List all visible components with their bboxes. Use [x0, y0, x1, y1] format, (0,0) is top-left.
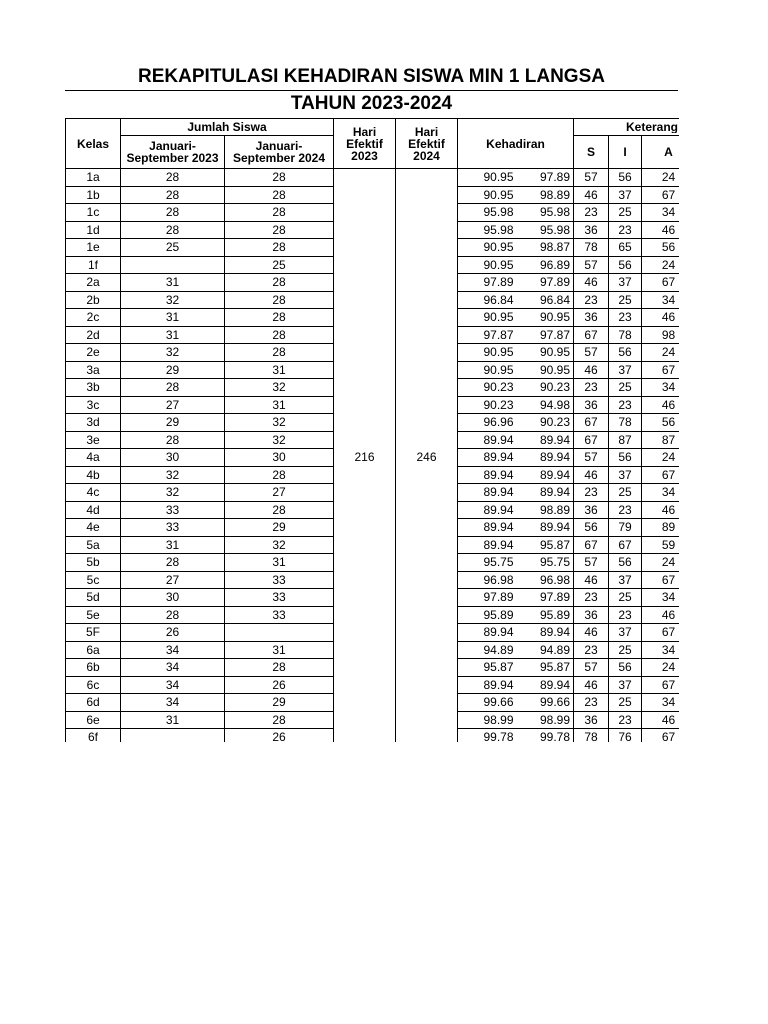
- jumlah-2024-cell: 28: [225, 169, 334, 187]
- header-keterangan-label: Keterang: [626, 121, 679, 133]
- kehadiran-2023-cell: 89.94: [458, 484, 517, 502]
- jumlah-2023-cell: 30: [121, 589, 225, 607]
- header-jan-sep-2023: Januari- September 2023: [121, 136, 225, 169]
- alpa-cell: 67: [642, 676, 680, 694]
- kehadiran-2024-cell: 99.66: [517, 694, 574, 712]
- sakit-cell: 36: [574, 396, 609, 414]
- sakit-cell: 46: [574, 571, 609, 589]
- kelas-cell: 4c: [66, 484, 121, 502]
- kehadiran-2023-cell: 89.94: [458, 431, 517, 449]
- alpa-cell: 67: [642, 186, 680, 204]
- kehadiran-2024-cell: 95.87: [517, 659, 574, 677]
- jumlah-2023-cell: 32: [121, 291, 225, 309]
- alpa-cell: 24: [642, 554, 680, 572]
- kehadiran-2024-cell: 98.99: [517, 711, 574, 729]
- kehadiran-2023-cell: 90.23: [458, 396, 517, 414]
- alpa-cell: 67: [642, 729, 680, 743]
- jumlah-2024-cell: 32: [225, 536, 334, 554]
- kelas-cell: 3e: [66, 431, 121, 449]
- kehadiran-2024-cell: 94.89: [517, 641, 574, 659]
- alpa-cell: 59: [642, 536, 680, 554]
- jumlah-2023-cell: 34: [121, 641, 225, 659]
- kehadiran-2023-cell: 89.94: [458, 501, 517, 519]
- jumlah-2024-cell: 33: [225, 606, 334, 624]
- alpa-cell: 46: [642, 606, 680, 624]
- sakit-cell: 46: [574, 274, 609, 292]
- kehadiran-2024-cell: 95.87: [517, 536, 574, 554]
- izin-cell: 23: [609, 396, 642, 414]
- kehadiran-2023-cell: 90.23: [458, 379, 517, 397]
- table-row: [66, 169, 680, 187]
- kelas-cell: 3a: [66, 361, 121, 379]
- izin-cell: 67: [609, 536, 642, 554]
- kehadiran-2023-cell: 95.75: [458, 554, 517, 572]
- attendance-table-viewport: [65, 118, 679, 742]
- jumlah-2024-cell: 29: [225, 694, 334, 712]
- kelas-cell: 6b: [66, 659, 121, 677]
- kelas-cell: 2b: [66, 291, 121, 309]
- jumlah-2024-cell: 25: [225, 256, 334, 274]
- izin-cell: 78: [609, 414, 642, 432]
- kelas-cell: 1f: [66, 256, 121, 274]
- izin-cell: 25: [609, 204, 642, 222]
- kehadiran-2023-cell: 89.94: [458, 449, 517, 467]
- jumlah-2023-cell: 32: [121, 484, 225, 502]
- jumlah-2024-cell: 26: [225, 676, 334, 694]
- sakit-cell: 36: [574, 606, 609, 624]
- kelas-cell: 6d: [66, 694, 121, 712]
- report-subtitle: TAHUN 2023-2024: [290, 93, 453, 114]
- kehadiran-2024-cell: 98.87: [517, 239, 574, 257]
- kelas-cell: 1b: [66, 186, 121, 204]
- jumlah-2023-cell: 33: [121, 501, 225, 519]
- kelas-cell: 1e: [66, 239, 121, 257]
- kehadiran-2024-cell: 95.98: [517, 204, 574, 222]
- header-i: I: [609, 136, 642, 169]
- jumlah-2024-cell: 29: [225, 519, 334, 537]
- izin-cell: 37: [609, 186, 642, 204]
- jumlah-2023-cell: 25: [121, 239, 225, 257]
- alpa-cell: 46: [642, 221, 680, 239]
- jumlah-2024-cell: 28: [225, 274, 334, 292]
- attendance-table: [65, 118, 679, 742]
- alpa-cell: 67: [642, 361, 680, 379]
- kehadiran-2024-cell: 90.95: [517, 361, 574, 379]
- izin-cell: 56: [609, 256, 642, 274]
- jumlah-2024-cell: 28: [225, 466, 334, 484]
- kehadiran-2023-cell: 96.84: [458, 291, 517, 309]
- header-kehadiran: Kehadiran: [458, 119, 574, 169]
- jumlah-2023-cell: 29: [121, 414, 225, 432]
- kehadiran-2023-cell: 90.95: [458, 239, 517, 257]
- jumlah-2023-cell: 27: [121, 396, 225, 414]
- izin-cell: 23: [609, 501, 642, 519]
- jumlah-2024-cell: 28: [225, 711, 334, 729]
- alpa-cell: 46: [642, 711, 680, 729]
- jumlah-2024-cell: 28: [225, 239, 334, 257]
- kehadiran-2023-cell: 95.98: [458, 221, 517, 239]
- kehadiran-2023-cell: 95.98: [458, 204, 517, 222]
- kelas-cell: 5F: [66, 624, 121, 642]
- kelas-cell: 2c: [66, 309, 121, 327]
- izin-cell: 65: [609, 239, 642, 257]
- alpa-cell: 24: [642, 256, 680, 274]
- kehadiran-2023-cell: 97.87: [458, 326, 517, 344]
- alpa-cell: 34: [642, 484, 680, 502]
- kehadiran-2023-cell: 89.94: [458, 624, 517, 642]
- izin-cell: 78: [609, 326, 642, 344]
- kehadiran-2023-cell: 95.89: [458, 606, 517, 624]
- jumlah-2024-cell: 28: [225, 659, 334, 677]
- kelas-cell: 5b: [66, 554, 121, 572]
- kehadiran-2024-cell: 94.98: [517, 396, 574, 414]
- kehadiran-2024-cell: 97.89: [517, 169, 574, 187]
- kelas-cell: 1c: [66, 204, 121, 222]
- alpa-cell: 56: [642, 239, 680, 257]
- izin-cell: 56: [609, 554, 642, 572]
- jumlah-2024-cell: 31: [225, 641, 334, 659]
- sakit-cell: 23: [574, 204, 609, 222]
- alpa-cell: 67: [642, 624, 680, 642]
- alpa-cell: 89: [642, 519, 680, 537]
- jumlah-2024-cell: 33: [225, 589, 334, 607]
- izin-cell: 79: [609, 519, 642, 537]
- jumlah-2023-cell: 32: [121, 466, 225, 484]
- jumlah-2023-cell: 33: [121, 519, 225, 537]
- jumlah-2024-cell: 28: [225, 204, 334, 222]
- jumlah-2023-cell: [121, 256, 225, 274]
- alpa-cell: 67: [642, 571, 680, 589]
- izin-cell: 76: [609, 729, 642, 743]
- kehadiran-2024-cell: 97.89: [517, 589, 574, 607]
- alpa-cell: 34: [642, 204, 680, 222]
- alpa-cell: 67: [642, 466, 680, 484]
- header-a: A: [642, 136, 680, 169]
- sakit-cell: 57: [574, 344, 609, 362]
- sakit-cell: 36: [574, 711, 609, 729]
- jumlah-2023-cell: 29: [121, 361, 225, 379]
- kelas-cell: 1a: [66, 169, 121, 187]
- izin-cell: 25: [609, 484, 642, 502]
- jumlah-2024-cell: 28: [225, 501, 334, 519]
- izin-cell: 56: [609, 169, 642, 187]
- jumlah-2024-cell: 32: [225, 379, 334, 397]
- kelas-cell: 5d: [66, 589, 121, 607]
- alpa-cell: 24: [642, 659, 680, 677]
- kehadiran-2023-cell: 90.95: [458, 169, 517, 187]
- kehadiran-2023-cell: 99.66: [458, 694, 517, 712]
- izin-cell: 23: [609, 309, 642, 327]
- kelas-cell: 3c: [66, 396, 121, 414]
- sakit-cell: 46: [574, 466, 609, 484]
- alpa-cell: 98: [642, 326, 680, 344]
- sakit-cell: 67: [574, 414, 609, 432]
- kehadiran-2023-cell: 89.94: [458, 676, 517, 694]
- kehadiran-2024-cell: 89.94: [517, 431, 574, 449]
- jumlah-2024-cell: 26: [225, 729, 334, 743]
- izin-cell: 25: [609, 641, 642, 659]
- kehadiran-2024-cell: 89.94: [517, 449, 574, 467]
- kehadiran-2023-cell: 89.94: [458, 536, 517, 554]
- izin-cell: 87: [609, 431, 642, 449]
- kehadiran-2024-cell: 96.84: [517, 291, 574, 309]
- kehadiran-2023-cell: 96.96: [458, 414, 517, 432]
- kelas-cell: 4b: [66, 466, 121, 484]
- sakit-cell: 46: [574, 186, 609, 204]
- izin-cell: 23: [609, 711, 642, 729]
- kehadiran-2023-cell: 94.89: [458, 641, 517, 659]
- kelas-cell: 5e: [66, 606, 121, 624]
- jumlah-2024-cell: 28: [225, 326, 334, 344]
- sakit-cell: 57: [574, 256, 609, 274]
- kehadiran-2024-cell: 90.95: [517, 344, 574, 362]
- header-hari-efektif-2023: Hari Efektif 2023: [334, 119, 396, 169]
- kehadiran-2024-cell: 96.98: [517, 571, 574, 589]
- jumlah-2023-cell: 28: [121, 186, 225, 204]
- jumlah-2023-cell: 28: [121, 221, 225, 239]
- kelas-cell: 3d: [66, 414, 121, 432]
- izin-cell: 37: [609, 676, 642, 694]
- sakit-cell: 57: [574, 169, 609, 187]
- kelas-cell: 6a: [66, 641, 121, 659]
- kehadiran-2023-cell: 89.94: [458, 466, 517, 484]
- alpa-cell: 24: [642, 169, 680, 187]
- alpa-cell: 46: [642, 501, 680, 519]
- jumlah-2023-cell: 31: [121, 274, 225, 292]
- jumlah-2023-cell: [121, 729, 225, 743]
- alpa-cell: 34: [642, 379, 680, 397]
- jumlah-2023-cell: 27: [121, 571, 225, 589]
- kelas-cell: 2d: [66, 326, 121, 344]
- jumlah-2023-cell: 31: [121, 711, 225, 729]
- sakit-cell: 57: [574, 659, 609, 677]
- alpa-cell: 67: [642, 274, 680, 292]
- sakit-cell: 67: [574, 326, 609, 344]
- jumlah-2023-cell: 28: [121, 606, 225, 624]
- kehadiran-2024-cell: 95.89: [517, 606, 574, 624]
- izin-cell: 23: [609, 221, 642, 239]
- jumlah-2024-cell: 28: [225, 344, 334, 362]
- jumlah-2023-cell: 34: [121, 676, 225, 694]
- jumlah-2023-cell: 31: [121, 309, 225, 327]
- jumlah-2024-cell: 28: [225, 291, 334, 309]
- kehadiran-2023-cell: 95.87: [458, 659, 517, 677]
- kelas-cell: 4a: [66, 449, 121, 467]
- jumlah-2023-cell: 32: [121, 344, 225, 362]
- attendance-table-body: [66, 169, 680, 743]
- izin-cell: 37: [609, 361, 642, 379]
- jumlah-2024-cell: [225, 624, 334, 642]
- izin-cell: 25: [609, 694, 642, 712]
- kelas-cell: 3b: [66, 379, 121, 397]
- alpa-cell: 46: [642, 309, 680, 327]
- kehadiran-2024-cell: 89.94: [517, 484, 574, 502]
- alpa-cell: 34: [642, 694, 680, 712]
- jumlah-2024-cell: 27: [225, 484, 334, 502]
- sakit-cell: 36: [574, 501, 609, 519]
- sakit-cell: 57: [574, 449, 609, 467]
- izin-cell: 56: [609, 344, 642, 362]
- kelas-cell: 6f: [66, 729, 121, 743]
- sakit-cell: 36: [574, 221, 609, 239]
- hari-efektif-2023-value: 216: [334, 169, 396, 743]
- jumlah-2023-cell: 28: [121, 169, 225, 187]
- kehadiran-2024-cell: 99.78: [517, 729, 574, 743]
- kelas-cell: 4e: [66, 519, 121, 537]
- jumlah-2024-cell: 32: [225, 431, 334, 449]
- izin-cell: 25: [609, 589, 642, 607]
- jumlah-2023-cell: 31: [121, 326, 225, 344]
- sakit-cell: 46: [574, 361, 609, 379]
- sakit-cell: 46: [574, 676, 609, 694]
- kehadiran-2023-cell: 98.99: [458, 711, 517, 729]
- kelas-cell: 6e: [66, 711, 121, 729]
- izin-cell: 37: [609, 624, 642, 642]
- kelas-cell: 1d: [66, 221, 121, 239]
- kehadiran-2024-cell: 90.23: [517, 379, 574, 397]
- alpa-cell: 87: [642, 431, 680, 449]
- sakit-cell: 46: [574, 624, 609, 642]
- izin-cell: 37: [609, 274, 642, 292]
- header-jan-sep-2024: Januari- September 2024: [225, 136, 334, 169]
- izin-cell: 56: [609, 659, 642, 677]
- kehadiran-2024-cell: 90.23: [517, 414, 574, 432]
- kehadiran-2024-cell: 98.89: [517, 501, 574, 519]
- sakit-cell: 78: [574, 239, 609, 257]
- alpa-cell: 24: [642, 344, 680, 362]
- kehadiran-2024-cell: 89.94: [517, 466, 574, 484]
- jumlah-2024-cell: 28: [225, 309, 334, 327]
- kehadiran-2023-cell: 90.95: [458, 344, 517, 362]
- jumlah-2023-cell: 31: [121, 536, 225, 554]
- kehadiran-2024-cell: 97.87: [517, 326, 574, 344]
- hari-efektif-2024-value: 246: [396, 169, 458, 743]
- kehadiran-2024-cell: 89.94: [517, 519, 574, 537]
- jumlah-2023-cell: 28: [121, 554, 225, 572]
- kehadiran-2023-cell: 90.95: [458, 309, 517, 327]
- sakit-cell: 78: [574, 729, 609, 743]
- jumlah-2023-cell: 28: [121, 431, 225, 449]
- jumlah-2024-cell: 30: [225, 449, 334, 467]
- alpa-cell: 56: [642, 414, 680, 432]
- sakit-cell: 23: [574, 589, 609, 607]
- kehadiran-2023-cell: 90.95: [458, 361, 517, 379]
- sakit-cell: 23: [574, 694, 609, 712]
- izin-cell: 56: [609, 449, 642, 467]
- alpa-cell: 34: [642, 641, 680, 659]
- jumlah-2024-cell: 28: [225, 186, 334, 204]
- kelas-cell: 2e: [66, 344, 121, 362]
- alpa-cell: 34: [642, 291, 680, 309]
- izin-cell: 25: [609, 379, 642, 397]
- jumlah-2023-cell: 26: [121, 624, 225, 642]
- kelas-cell: 5c: [66, 571, 121, 589]
- izin-cell: 37: [609, 571, 642, 589]
- kehadiran-2023-cell: 96.98: [458, 571, 517, 589]
- kehadiran-2024-cell: 95.98: [517, 221, 574, 239]
- kehadiran-2024-cell: 89.94: [517, 676, 574, 694]
- alpa-cell: 46: [642, 396, 680, 414]
- kelas-cell: 2a: [66, 274, 121, 292]
- kehadiran-2023-cell: 89.94: [458, 519, 517, 537]
- jumlah-2023-cell: 28: [121, 204, 225, 222]
- jumlah-2024-cell: 31: [225, 396, 334, 414]
- kehadiran-2024-cell: 95.75: [517, 554, 574, 572]
- kehadiran-2024-cell: 97.89: [517, 274, 574, 292]
- kehadiran-2023-cell: 97.89: [458, 274, 517, 292]
- sakit-cell: 56: [574, 519, 609, 537]
- jumlah-2024-cell: 28: [225, 221, 334, 239]
- kehadiran-2024-cell: 90.95: [517, 309, 574, 327]
- jumlah-2024-cell: 32: [225, 414, 334, 432]
- sakit-cell: 67: [574, 536, 609, 554]
- jumlah-2024-cell: 31: [225, 554, 334, 572]
- kehadiran-2024-cell: 98.89: [517, 186, 574, 204]
- jumlah-2023-cell: 28: [121, 379, 225, 397]
- sakit-cell: 23: [574, 484, 609, 502]
- header-jumlah-siswa: Jumlah Siswa: [121, 119, 334, 136]
- sakit-cell: 23: [574, 379, 609, 397]
- izin-cell: 25: [609, 291, 642, 309]
- izin-cell: 23: [609, 606, 642, 624]
- kehadiran-2023-cell: 97.89: [458, 589, 517, 607]
- header-kelas: Kelas: [66, 119, 121, 169]
- kelas-cell: 6c: [66, 676, 121, 694]
- kelas-cell: 5a: [66, 536, 121, 554]
- kehadiran-2023-cell: 99.78: [458, 729, 517, 743]
- sakit-cell: 23: [574, 291, 609, 309]
- header-hari-efektif-2024: Hari Efektif 2024: [396, 119, 458, 169]
- kehadiran-2023-cell: 90.95: [458, 186, 517, 204]
- jumlah-2024-cell: 31: [225, 361, 334, 379]
- sakit-cell: 57: [574, 554, 609, 572]
- header-keterangan: [574, 119, 680, 136]
- izin-cell: 37: [609, 466, 642, 484]
- header-s: S: [574, 136, 609, 169]
- kehadiran-2024-cell: 96.89: [517, 256, 574, 274]
- sakit-cell: 36: [574, 309, 609, 327]
- sakit-cell: 23: [574, 641, 609, 659]
- alpa-cell: 24: [642, 449, 680, 467]
- alpa-cell: 34: [642, 589, 680, 607]
- jumlah-2024-cell: 33: [225, 571, 334, 589]
- kelas-cell: 4d: [66, 501, 121, 519]
- sakit-cell: 67: [574, 431, 609, 449]
- kehadiran-2023-cell: 90.95: [458, 256, 517, 274]
- jumlah-2023-cell: 34: [121, 659, 225, 677]
- report-title: REKAPITULASI KEHADIRAN SISWA MIN 1 LANGSA: [65, 64, 678, 91]
- kehadiran-2024-cell: 89.94: [517, 624, 574, 642]
- jumlah-2023-cell: 30: [121, 449, 225, 467]
- jumlah-2023-cell: 34: [121, 694, 225, 712]
